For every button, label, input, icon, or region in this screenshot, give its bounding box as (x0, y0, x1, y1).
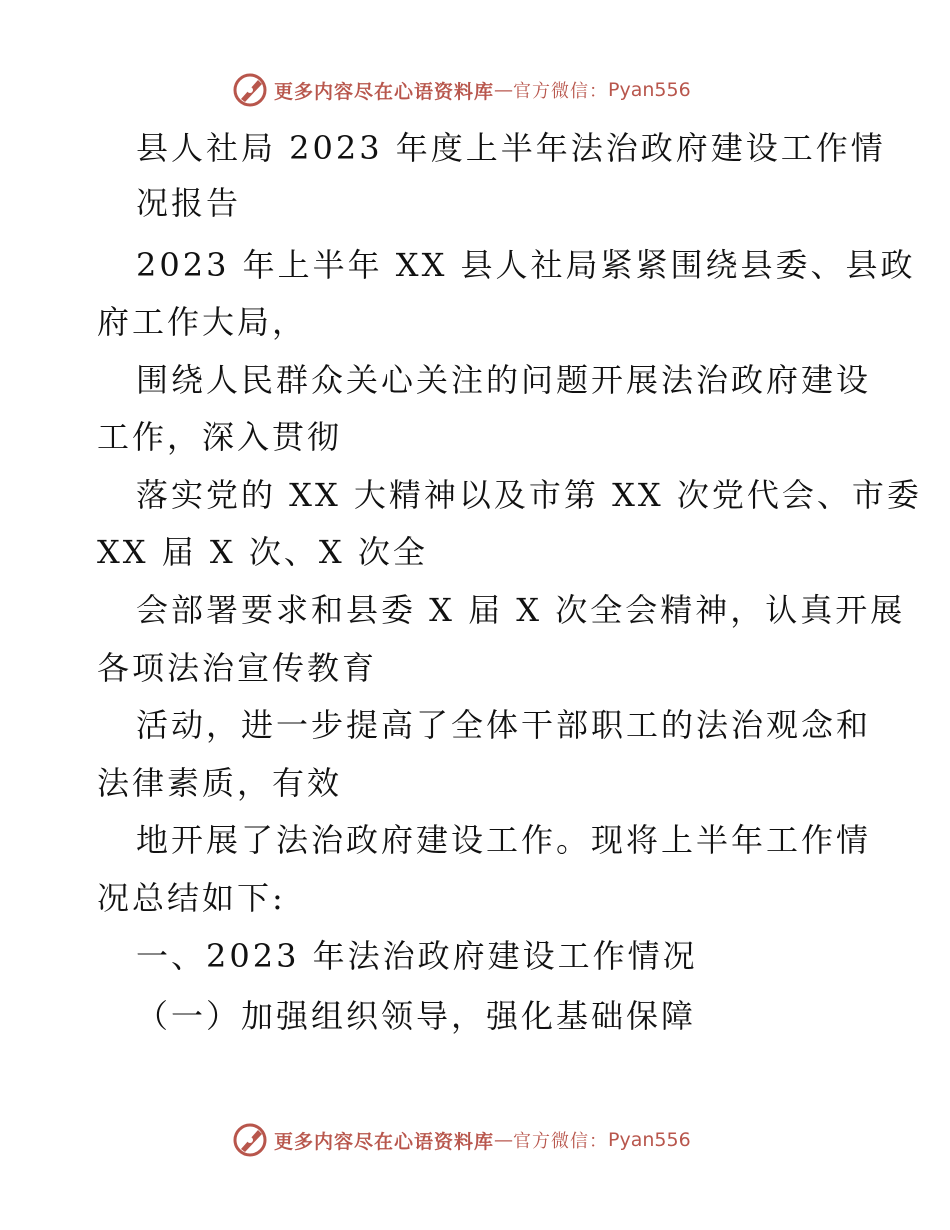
paragraph-line: 地开展了法治政府建设工作。现将上半年工作情 (136, 821, 872, 859)
paragraph-line: 活动，进一步提高了全体干部职工的法治观念和 (136, 706, 872, 744)
watermark-label: 官方微信： (513, 81, 609, 102)
header-watermark (232, 70, 691, 110)
watermark-separator: — (494, 79, 514, 101)
paragraph-line: 落实党的 XX 大精神以及市第 XX 次党代会、市委 (136, 476, 922, 514)
watermark-account: Pyan556 (608, 1129, 691, 1151)
document-title-line: 况报告 (136, 184, 242, 222)
paragraph-line: 况总结如下: (97, 879, 286, 917)
pen-logo-icon (232, 1122, 268, 1158)
watermark-main-text: 更多内容尽在心语资料库 (274, 1130, 495, 1153)
pen-logo-icon (232, 72, 268, 108)
paragraph-line: 2023 年上半年 XX 县人社局紧紧围绕县委、县政 (136, 246, 916, 284)
watermark-account: Pyan556 (608, 79, 691, 101)
paragraph-line: 围绕人民群众关心关注的问题开展法治政府建设 (136, 361, 872, 399)
document-title-line: 县人社局 2023 年度上半年法治政府建设工作情 (136, 129, 886, 167)
section-heading: 一、2023 年法治政府建设工作情况 (136, 937, 698, 975)
paragraph-line: 法律素质，有效 (97, 764, 343, 802)
footer-watermark (232, 1120, 691, 1160)
subsection-heading: （一）加强组织领导，强化基础保障 (136, 997, 697, 1035)
watermark-separator: — (494, 1129, 514, 1151)
paragraph-line: 各项法治宣传教育 (97, 649, 378, 687)
watermark-main-text: 更多内容尽在心语资料库 (274, 80, 495, 103)
watermark-label: 官方微信： (513, 1131, 609, 1152)
paragraph-line: 会部署要求和县委 X 届 X 次全会精神，认真开展 (136, 591, 906, 629)
paragraph-line: 工作，深入贯彻 (97, 418, 343, 456)
paragraph-line: XX 届 X 次、X 次全 (97, 533, 428, 571)
paragraph-line: 府工作大局， (97, 303, 308, 341)
